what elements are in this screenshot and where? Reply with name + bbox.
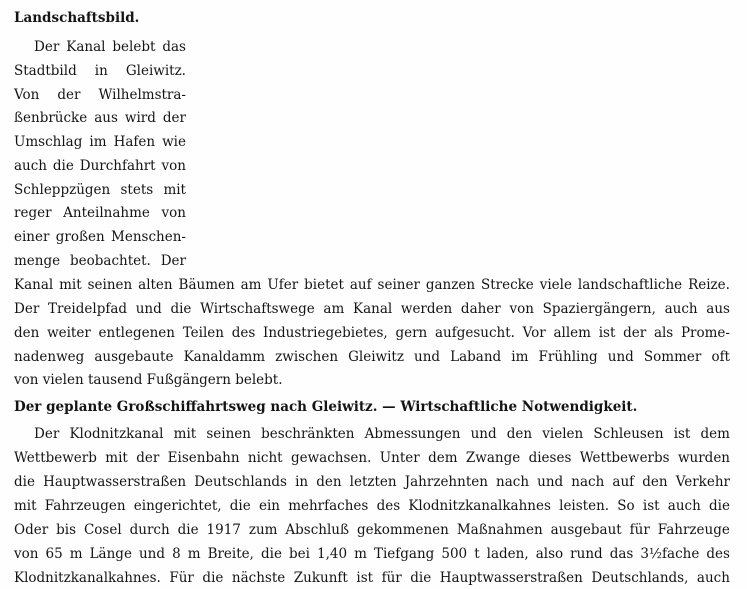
section-heading-grossschiffahrtsweg: Der geplante Großschiffahrtsweg nach Gleiwitz. — Wirtschaftliche Notwendigkeit. xyxy=(14,399,638,415)
paragraph-line: einer großen Menschen- xyxy=(14,229,186,245)
paragraph-line: Umschlag im Hafen wie xyxy=(14,134,186,150)
paragraph-line: ßenbrücke aus wird der xyxy=(14,110,186,126)
paragraph-line: Der Kanal belebt das xyxy=(34,39,186,55)
paragraph-line: reger Anteilnahme von xyxy=(14,205,186,221)
paragraph-line: menge beobachtet. Der xyxy=(14,253,186,269)
paragraph-line: Schleppzügen stets mit xyxy=(14,182,186,198)
paragraph-line: Stadtbild in Gleiwitz. xyxy=(14,63,186,79)
paragraph-line: den weiter entlegenen Teilen des Industriegebietes, gern aufgesucht. Vor allem ist der als Prome- xyxy=(14,325,730,341)
section-heading-landschaftsbild: Landschaftsbild. xyxy=(14,10,140,26)
paragraph-line: Wettbewerb mit der Eisenbahn nicht gewachsen. Unter dem Zwange dieses Wettbewerbs wurden xyxy=(14,450,730,466)
paragraph-line: Oder bis Cosel durch die 1917 zum Abschluß gekommenen Maßnahmen ausgebaut für Fahrzeuge xyxy=(14,522,730,538)
paragraph-line: mit Fahrzeugen eingerichtet, die ein mehrfaches des Klodnitzkanalkahnes leisten. So ist auch die xyxy=(14,498,730,514)
paragraph-line: von vielen tausend Fußgängern belebt. xyxy=(14,372,283,388)
paragraph-line: die Hauptwasserstraßen Deutschlands in den letzten Jahrzehnten nach und nach auf den Verkehr xyxy=(14,474,730,490)
paragraph-line: Der Treidelpfad und die Wirtschaftswege am Kanal werden daher von Spaziergängern, auch aus xyxy=(14,301,730,317)
paragraph-line: Klodnitzkanalkahnes. Für die nächste Zukunft ist für die Hauptwasserstraßen Deutschlands, auch xyxy=(14,570,730,586)
paragraph-line: von 65 m Länge und 8 m Breite, die bei 1,40 m Tiefgang 500 t laden, also rund das 3½fache des xyxy=(14,546,730,562)
paragraph-line: auch die Durchfahrt von xyxy=(14,158,186,174)
paragraph-line: Kanal mit seinen alten Bäumen am Ufer bietet auf seiner ganzen Strecke viele landschaftliche Reize. xyxy=(14,277,730,293)
paragraph-line: Der Klodnitzkanal mit seinen beschränkten Abmessungen und den vielen Schleusen ist dem xyxy=(34,426,730,442)
paragraph-line: Von der Wilhelmstra- xyxy=(14,87,186,103)
paragraph-line: nadenweg ausgebaute Kanaldamm zwischen Gleiwitz und Laband im Frühling und Sommer oft xyxy=(14,349,730,365)
